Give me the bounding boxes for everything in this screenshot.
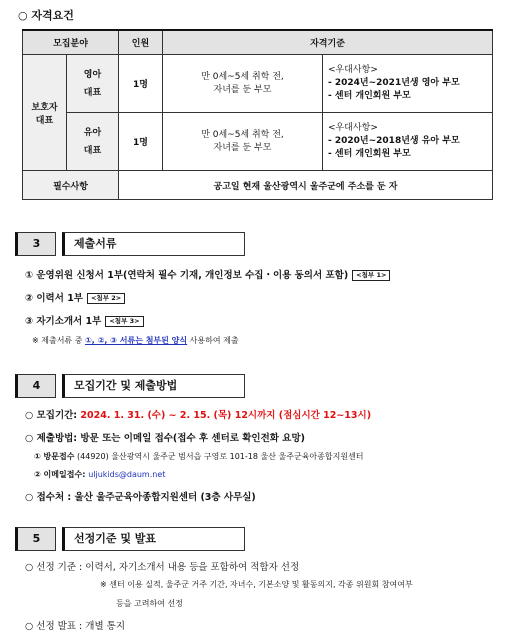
group-label-1: 보호자	[31, 102, 58, 113]
row2-cond2: - 2020년~2018년생 유아 부모	[328, 136, 460, 146]
email-value[interactable]: uljukids@daum.net	[88, 470, 166, 479]
section-3-title: 제출서류	[62, 232, 245, 256]
doc-item-2-text: ② 이력서 1부	[25, 293, 83, 304]
criteria-note-1: ※ 센터 이용 실적, 울주군 거주 기간, 자녀수, 기본소양 및 활동의지, 각종 위원회 참여여부	[100, 580, 413, 589]
row1-count: 1명	[119, 55, 163, 113]
email-line	[34, 469, 165, 480]
required-label: 필수사항	[23, 171, 119, 200]
row1-cond2: - 2024년~2021년생 영아 부모	[328, 78, 460, 88]
section-3-number: 3	[15, 232, 56, 256]
attachment-2-tag: <첨부 2>	[87, 293, 125, 304]
row2-sub1: 유아	[83, 127, 102, 138]
row2-mid1: 만 0세~5세 취학 전,	[201, 129, 284, 140]
visit-value: (44920) 울산광역시 울주군 범서읍 구영로 101-18 울산 울주군육아종합지원센터	[77, 452, 364, 461]
row2-cond3: - 센터 개인회원 부모	[328, 149, 411, 159]
period-label: ○ 모집기간:	[25, 410, 81, 421]
row1-mid	[163, 55, 323, 113]
row2-mid2: 자녀를 둔 부모	[213, 142, 272, 153]
row1-cond1: <우대사항>	[328, 65, 378, 75]
qualification-table	[22, 29, 493, 200]
announce-line: ○ 선정 발표 : 개별 통지	[25, 621, 126, 632]
attachment-1-tag: <첨부 1>	[352, 270, 390, 281]
visit-line	[34, 451, 364, 462]
row1-cond3: - 센터 개인회원 부모	[328, 91, 411, 101]
row2-cond	[323, 113, 493, 171]
email-label: ② 이메일접수:	[34, 470, 89, 479]
doc-note	[32, 335, 239, 346]
period-line	[25, 407, 371, 421]
section-4-title: 모집기간 및 제출방법	[62, 374, 245, 398]
group-cell	[23, 55, 67, 171]
row1-sub1: 영아	[83, 69, 102, 80]
row2-sub	[67, 113, 119, 171]
header-count: 인원	[119, 30, 163, 55]
row2-count: 1명	[119, 113, 163, 171]
criteria-note-2: 등을 고려하여 선정	[116, 599, 183, 608]
doc-note-b: ①, ②, ③ 서류는 첨부된 양식	[84, 336, 188, 345]
period-value: 2024. 1. 31. (수) ~ 2. 15. (목) 12시까지 (점심시간 12~13시)	[80, 410, 372, 421]
required-text: 공고일 현재 울산광역시 울주군에 주소를 둔 자	[119, 171, 493, 200]
method-line: ○ 제출방법: 방문 또는 이메일 접수(접수 후 센터로 확인전화 요망)	[25, 433, 305, 444]
doc-item-1-text: ① 운영위원 신청서 1부(연락처 필수 기재, 개인정보 수집・이용 동의서 포함)	[25, 270, 349, 281]
row1-sub2: 대표	[83, 87, 102, 98]
row1-mid1: 만 0세~5세 취학 전,	[201, 71, 284, 82]
header-criteria: 자격기준	[163, 30, 493, 55]
doc-item-1	[25, 267, 390, 281]
doc-item-3-text: ③ 자기소개서 1부	[25, 316, 102, 327]
row1-cond	[323, 55, 493, 113]
qualification-heading: ○ 자격요건	[18, 9, 74, 22]
doc-item-3	[25, 313, 144, 327]
section-4-number: 4	[15, 374, 56, 398]
row2-sub2: 대표	[83, 145, 102, 156]
group-label-2: 대표	[35, 115, 54, 126]
row2-cond1: <우대사항>	[328, 123, 378, 133]
section-5-title: 선정기준 및 발표	[62, 527, 245, 551]
criteria-line: ○ 선정 기준 : 이력서, 자기소개서 내용 등을 포함하여 적합자 선정	[25, 562, 300, 573]
doc-note-a: ※ 제출서류 중	[32, 336, 85, 345]
visit-label: ① 방문접수	[34, 452, 75, 461]
row1-mid2: 자녀를 둔 부모	[213, 84, 272, 95]
row2-mid	[163, 113, 323, 171]
section-5-number: 5	[15, 527, 56, 551]
doc-note-c: 사용하여 제출	[187, 336, 239, 345]
row1-sub	[67, 55, 119, 113]
place-line: ○ 접수처 : 울산 울주군육아종합지원센터 (3층 사무실)	[25, 492, 256, 503]
header-field: 모집분야	[23, 30, 119, 55]
doc-item-2	[25, 290, 125, 304]
attachment-3-tag: <첨부 3>	[105, 316, 143, 327]
